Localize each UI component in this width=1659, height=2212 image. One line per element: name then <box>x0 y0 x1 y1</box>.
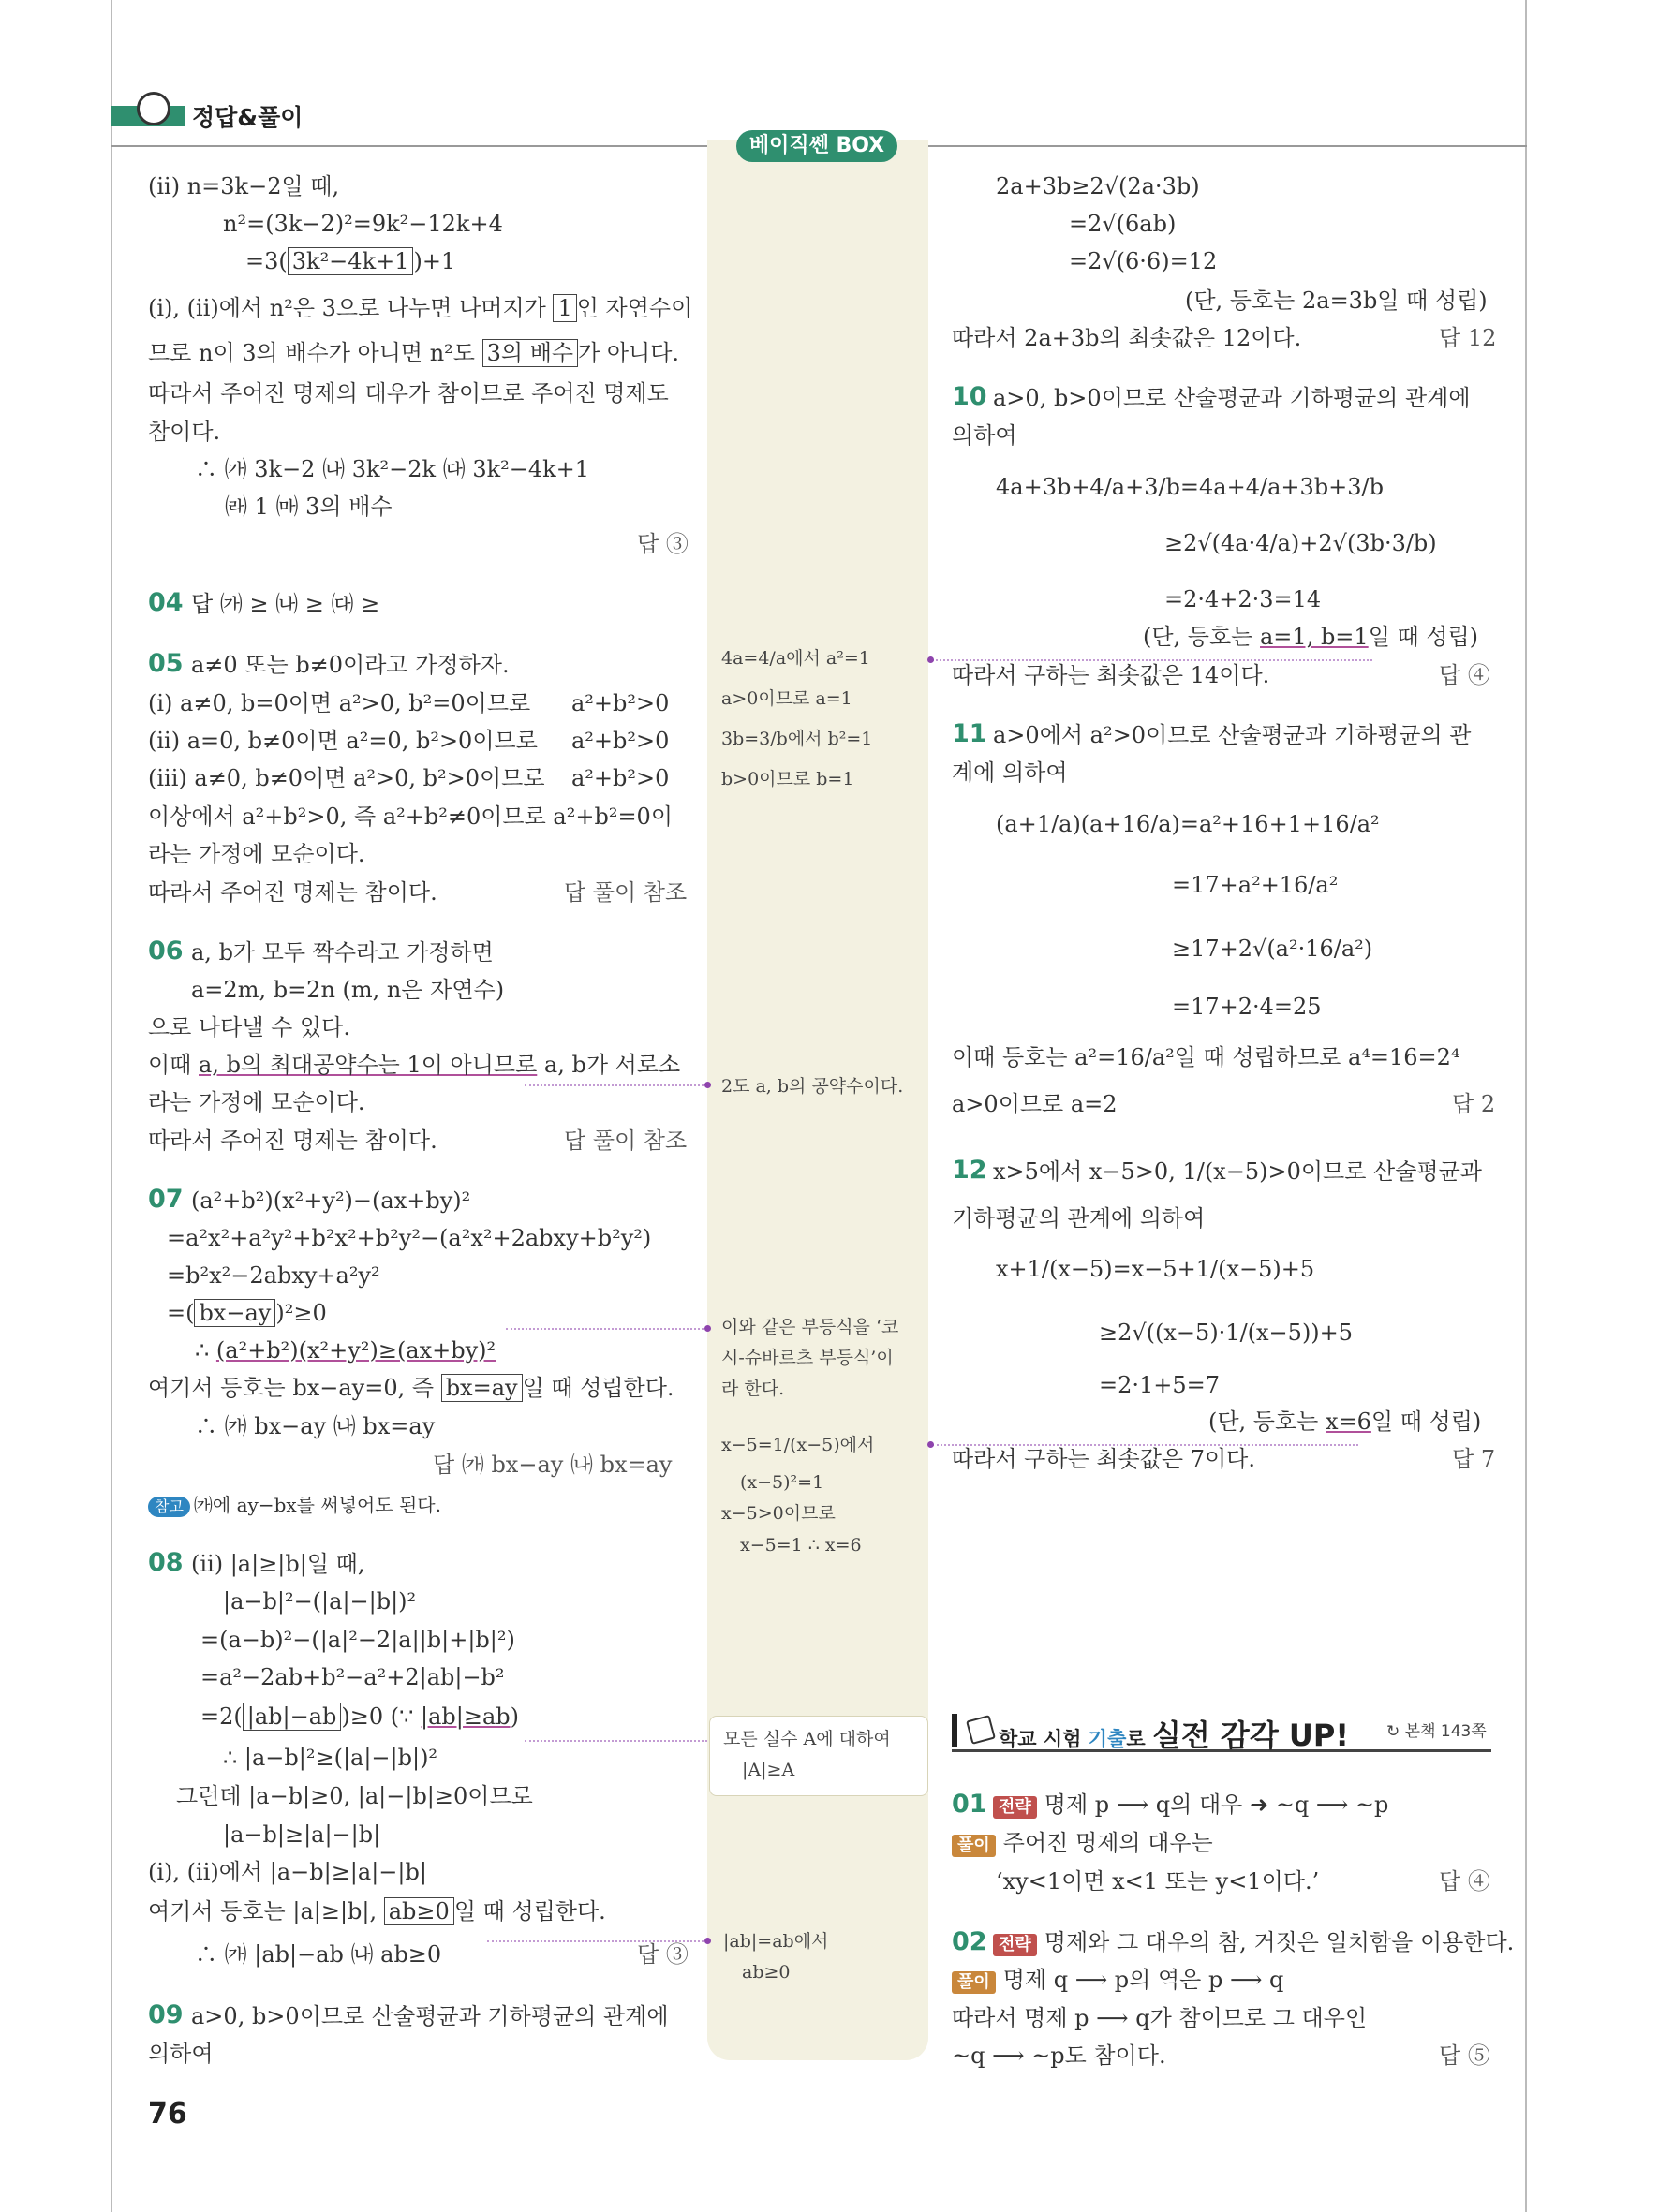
text-line: a>0, b>0이므로 산술평균과 기하평균의 관계에 <box>191 2003 669 2029</box>
text-line: 답 ㈎ ≥ ㈏ ≥ ㈐ ≥ <box>191 591 380 617</box>
question-number: 02 <box>952 1927 987 1956</box>
side-note: 시-슈바르츠 부등식’이 <box>721 1348 894 1368</box>
side-note: 이와 같은 부등식을 ‘코 <box>721 1317 899 1337</box>
text-line: ∴ |a−b|²≥(|a|−|b|)² <box>223 1745 438 1771</box>
text-line: |a−b|²−(|a|−|b|)² <box>223 1588 417 1615</box>
text-line: 계에 의하여 <box>952 759 1068 786</box>
text-line: 기하평균의 관계에 의하여 <box>952 1205 1206 1231</box>
text-line: 라는 가정에 모순이다. <box>148 841 365 867</box>
connector-dot <box>704 1082 711 1088</box>
text-line: (ii) |a|≥|b|일 때, <box>191 1551 365 1577</box>
side-note: |ab|=ab에서 <box>723 1931 829 1952</box>
side-note: x−5=1 ∴ x=6 <box>740 1535 862 1556</box>
text-line: (i) a≠0, b=0이면 a²>0, b²=0이므로 <box>148 690 531 716</box>
text-line: ~q ⟶ ~p도 참이다. <box>952 2042 1166 2069</box>
side-note: x−5=1/(x−5)에서 <box>721 1435 875 1455</box>
text-line: 따라서 구하는 최솟값은 7이다. <box>952 1446 1255 1472</box>
text-line: (단, 등호는 a=1, b=1일 때 성립) <box>1143 624 1479 650</box>
text-line: ≥2√((x−5)·1/(x−5))+5 <box>1099 1320 1354 1346</box>
side-note: 모든 실수 A에 대하여 <box>723 1729 891 1749</box>
text-line: (단, 등호는 x=6일 때 성립) <box>1208 1408 1482 1435</box>
side-note: 2도 a, b의 공약수이다. <box>721 1076 904 1097</box>
text-line: ∴ (a²+b²)(x²+y²)≥(ax+by)² <box>195 1337 496 1364</box>
text-line: 따라서 명제 p ⟶ q가 참이므로 그 대우인 <box>952 2005 1368 2031</box>
text-line: (a²+b²)(x²+y²)−(ax+by)² <box>191 1187 471 1214</box>
text-line: 여기서 등호는 bx−ay=0, 즉 bx=ay 일 때 성립한다. <box>148 1375 674 1401</box>
side-note: |A|≥A <box>742 1760 795 1780</box>
text-line: ∴ ㈎ |ab|−ab ㈏ ab≥0 <box>195 1941 442 1968</box>
text-line: |a−b|≥|a|−|b| <box>223 1821 381 1848</box>
side-note: 4a=4/a에서 a²=1 <box>721 648 870 669</box>
side-note: (x−5)²=1 <box>740 1472 824 1493</box>
text-line: (i), (ii)에서 |a−b|≥|a|−|b| <box>148 1859 427 1885</box>
question-number: 01 <box>952 1790 987 1819</box>
text-line: =(a−b)²−(|a|²−2|a||b|+|b|²) <box>200 1627 515 1653</box>
text-line: =2·1+5=7 <box>1099 1372 1221 1398</box>
text-line: (ii) n=3k−2일 때, <box>148 173 340 199</box>
text-line: 풀이 명제 q ⟶ p의 역은 p ⟶ q <box>952 1966 1283 1994</box>
text-line: =2·4+2·3=14 <box>1164 586 1322 612</box>
strategy-badge: 전략 <box>993 1934 1037 1956</box>
solution-badge: 풀이 <box>952 1971 996 1994</box>
connector-line <box>525 1084 707 1086</box>
text-line: 이때 등호는 a²=16/a²일 때 성립하므로 a⁴=16=2⁴ <box>952 1044 1460 1070</box>
note: 참고 ㈎에 ay−bx를 써넣어도 된다. <box>148 1491 441 1519</box>
text-line: a²+b²>0 <box>571 728 670 754</box>
connector-dot <box>927 1441 934 1448</box>
answer: 답 풀이 참조 <box>564 879 688 906</box>
note-badge: 참고 <box>148 1497 190 1517</box>
answer: 답 ④ <box>1439 662 1490 688</box>
answer: 답 ③ <box>637 1941 689 1968</box>
connector-line <box>525 1740 707 1742</box>
connector-line <box>506 1328 707 1330</box>
left-border <box>111 0 112 2212</box>
text-line: 의하여 <box>952 422 1017 449</box>
text-line: 따라서 구하는 최솟값은 14이다. <box>952 662 1270 688</box>
section-marker <box>952 1714 957 1747</box>
right-border <box>1525 0 1527 2212</box>
question-number: 05 <box>148 649 184 678</box>
book-reference: ↻ 본책 143쪽 <box>1386 1722 1487 1741</box>
answer: 답 12 <box>1439 325 1497 351</box>
text-line: =2( |ab|−ab )≥0 (∵ |ab|≥ab) <box>200 1703 520 1730</box>
side-note: a>0이므로 a=1 <box>721 688 852 709</box>
side-note: 라 한다. <box>721 1379 785 1399</box>
header-title: 정답&풀이 <box>192 104 304 131</box>
connector-dot <box>704 1938 711 1944</box>
text-line: =b²x²−2abxy+a²y² <box>167 1262 380 1289</box>
text-line: ≥2√(4a·4/a)+2√(3b·3/b) <box>1164 530 1437 556</box>
answer: 답 풀이 참조 <box>564 1128 688 1154</box>
answer: 답 7 <box>1452 1446 1496 1472</box>
question-number: 04 <box>148 588 184 617</box>
question-number: 06 <box>148 936 184 966</box>
text-line: a=2m, b=2n (m, n은 자연수) <box>191 977 505 1003</box>
text-line: =3( 3k²−4k+1 )+1 <box>245 248 456 274</box>
solution-badge: 풀이 <box>952 1835 996 1857</box>
connector-dot <box>927 656 934 663</box>
text-line: =2√(6·6)=12 <box>1069 248 1218 274</box>
text-line: (단, 등호는 2a=3b일 때 성립) <box>1185 288 1488 314</box>
answer: 답 ③ <box>637 531 689 557</box>
text-line: =a²−2ab+b²−a²+2|ab|−b² <box>200 1664 505 1690</box>
text-line: a>0이므로 a=2 <box>952 1091 1118 1117</box>
question-number: 07 <box>148 1185 184 1214</box>
text-line: 으로 나타낼 수 있다. <box>148 1014 350 1040</box>
clock-icon <box>137 92 170 125</box>
text-line: 따라서 주어진 명제의 대우가 참이므로 주어진 명제도 <box>148 380 669 406</box>
text-line: =17+2·4=25 <box>1172 994 1322 1020</box>
text-line: 이상에서 a²+b²>0, 즉 a²+b²≠0이므로 a²+b²=0이 <box>148 804 674 830</box>
text-line: 전략 명제와 그 대우의 참, 거짓은 일치함을 이용한다. <box>993 1928 1514 1956</box>
question-number: 11 <box>952 719 987 748</box>
answer: 답 ⑤ <box>1439 2042 1490 2069</box>
question-number: 09 <box>148 2000 184 2029</box>
text-line: 따라서 주어진 명제는 참이다. <box>148 1128 437 1154</box>
text-line: 풀이 주어진 명제의 대우는 <box>952 1829 1213 1857</box>
strategy-badge: 전략 <box>993 1796 1037 1819</box>
question-number: 10 <box>952 382 987 411</box>
text-line: =( bx−ay )²≥0 <box>167 1300 327 1326</box>
answer: 답 ㈎ bx−ay ㈏ bx=ay <box>433 1452 673 1478</box>
text-line: a>0, b>0이므로 산술평균과 기하평균의 관계에 <box>993 385 1471 411</box>
answer: 답 2 <box>1452 1091 1496 1117</box>
arrow-icon: ↻ <box>1386 1722 1405 1741</box>
text-line: 4a+3b+4/a+3/b=4a+4/a+3b+3/b <box>996 474 1384 500</box>
text-line: 2a+3b≥2√(2a·3b) <box>996 173 1200 199</box>
side-note: ab≥0 <box>742 1962 791 1983</box>
connector-line <box>487 1940 707 1942</box>
text-line: a≠0 또는 b≠0이라고 가정하자. <box>191 652 510 678</box>
page-number: 76 <box>148 2098 187 2131</box>
box-label: 베이직쎈 BOX <box>736 130 897 162</box>
question-number: 12 <box>952 1156 987 1185</box>
text-line: 따라서 2a+3b의 최솟값은 12이다. <box>952 325 1302 351</box>
text-line: ㈑ 1 ㈒ 3의 배수 <box>225 494 393 520</box>
text-line: (iii) a≠0, b≠0이면 a²>0, b²>0이므로 <box>148 765 545 791</box>
text-line: ‘xy<1이면 x<1 또는 y<1이다.’ <box>996 1868 1320 1895</box>
text-line: a²+b²>0 <box>571 690 670 716</box>
text-line: ∴ ㈎ 3k−2 ㈏ 3k²−2k ㈐ 3k²−4k+1 <box>195 456 590 482</box>
text-line: 여기서 등호는 |a|≥|b|, ab≥0 일 때 성립한다. <box>148 1898 606 1924</box>
text-line: 의하여 <box>148 2041 214 2067</box>
text-line: (a+1/a)(a+16/a)=a²+16+1+16/a² <box>996 811 1380 837</box>
text-line: =17+a²+16/a² <box>1172 872 1339 898</box>
text-line: 따라서 주어진 명제는 참이다. <box>148 879 437 906</box>
text-line: =a²x²+a²y²+b²x²+b²y²−(a²x²+2abxy+b²y²) <box>167 1225 652 1251</box>
text-line: n²=(3k−2)²=9k²−12k+4 <box>223 211 503 237</box>
text-line: a²+b²>0 <box>571 765 670 791</box>
text-line: x>5에서 x−5>0, 1/(x−5)>0이므로 산술평균과 <box>993 1158 1482 1185</box>
side-note: b>0이므로 b=1 <box>721 769 854 789</box>
text-line: ≥17+2√(a²·16/a²) <box>1172 936 1373 962</box>
text-line: a, b가 모두 짝수라고 가정하면 <box>191 939 494 966</box>
text-line: 라는 가정에 모순이다. <box>148 1089 365 1115</box>
text-line: (ii) a=0, b≠0이면 a²=0, b²>0이므로 <box>148 728 538 754</box>
text-line: =2√(6ab) <box>1069 211 1177 237</box>
text-line: 참이다. <box>148 419 221 445</box>
text-line: 그런데 |a−b|≥0, |a|−|b|≥0이므로 <box>176 1783 533 1809</box>
text-line: x+1/(x−5)=x−5+1/(x−5)+5 <box>996 1256 1315 1282</box>
text-line: ∴ ㈎ bx−ay ㈏ bx=ay <box>195 1413 436 1439</box>
text-line: 전략 명제 p ⟶ q의 대우 ➜ ~q ⟶ ~p <box>993 1791 1388 1819</box>
side-note: 3b=3/b에서 b²=1 <box>721 729 873 749</box>
answer: 답 ④ <box>1439 1868 1490 1895</box>
section-title: 학교 시험 기출로 실전 감각 UP! <box>999 1718 1349 1753</box>
text-line: a>0에서 a²>0이므로 산술평균과 기하평균의 관 <box>993 722 1472 748</box>
text-line: 이때 a, b의 최대공약수는 1이 아니므로 a, b가 서로소 <box>148 1052 681 1078</box>
question-number: 08 <box>148 1548 184 1577</box>
connector-dot <box>704 1325 711 1332</box>
text-line: 므로 n이 3의 배수가 아니면 n²도 3의 배수 가 아니다. <box>148 340 680 366</box>
text-line: (i), (ii)에서 n²은 3으로 나누면 나머지가 1 인 자연수이 <box>148 295 693 321</box>
pencil-icon <box>966 1715 996 1745</box>
side-note: x−5>0이므로 <box>721 1503 836 1524</box>
